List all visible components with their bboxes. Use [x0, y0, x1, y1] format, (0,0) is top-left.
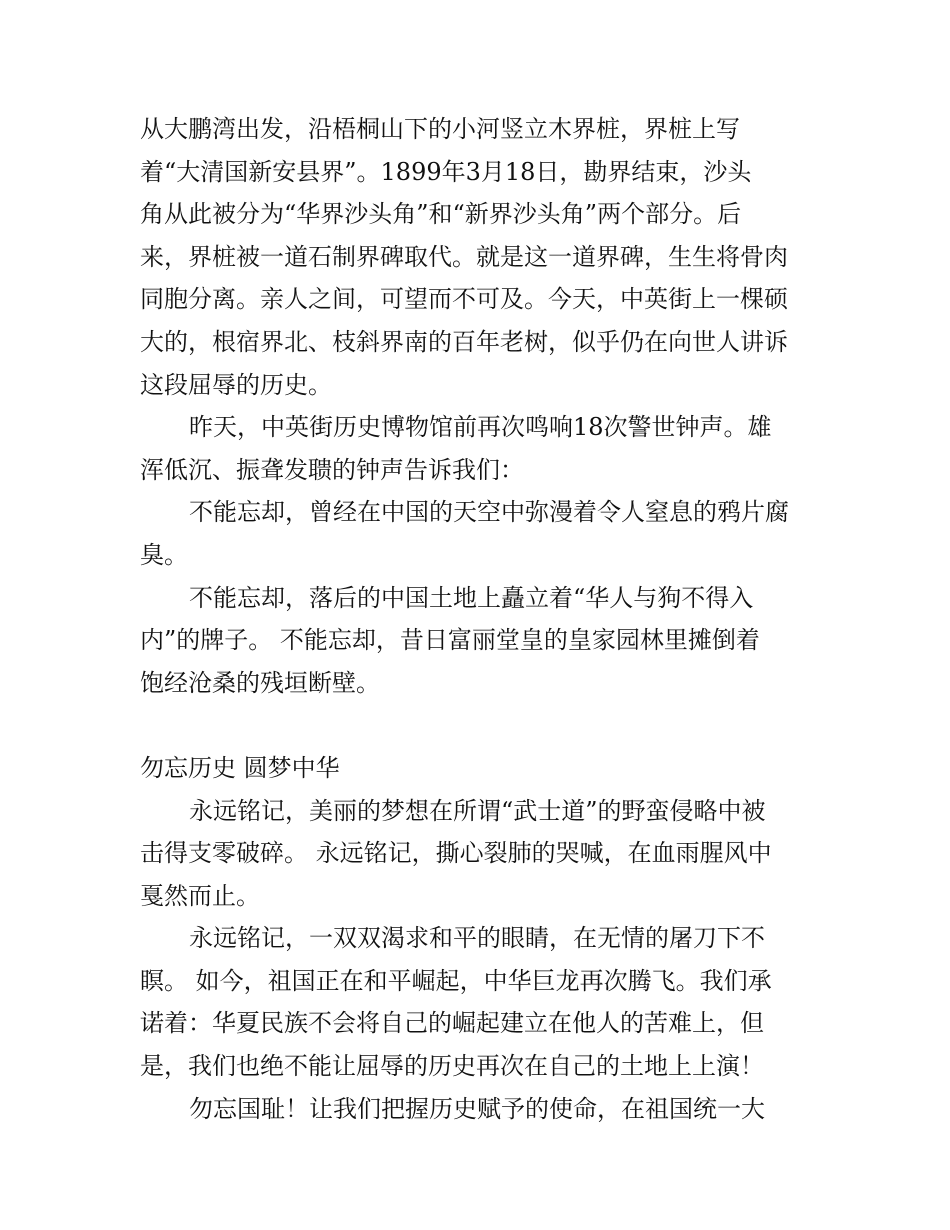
- paragraph-gap: [140, 704, 820, 747]
- text-line: 勿忘国耻！让我们把握历史赋予的使命，在祖国统一大: [189, 1094, 765, 1123]
- text-line: 从大鹏湾出发，沿梧桐山下的小河竖立木界桩，界桩上写: [140, 115, 740, 143]
- text-line: 戛然而止。: [140, 881, 260, 910]
- document-body: [140, 108, 820, 1130]
- text-line: 永远铭记，美丽的梦想在所谓“武士道”的野蛮侵略中被: [189, 796, 766, 825]
- text-line: 内”的牌子。 不能忘却，昔日富丽堂皇的皇家园林里摊倒着: [140, 626, 760, 655]
- section-heading: 勿忘历史 圆梦中华: [140, 753, 340, 782]
- text-line: 臭。: [140, 540, 188, 569]
- text-line: 角从此被分为“华界沙头角”和“新界沙头角”两个部分。后: [140, 200, 742, 229]
- text-line: 瞑。 如今，祖国正在和平崛起，中华巨龙再次腾飞。我们承: [140, 966, 772, 995]
- text-line: 永远铭记，一双双渴求和平的眼睛，在无情的屠刀下不: [189, 924, 765, 953]
- text-line: 浑低沉、振聋发聩的钟声告诉我们：: [140, 455, 524, 484]
- text-line: 不能忘却，曾经在中国的天空中弥漫着令人窒息的鸦片腐: [189, 498, 789, 527]
- text-line: 饱经沧桑的残垣断壁。: [140, 668, 380, 697]
- text-line: 这段屈辱的历史。: [140, 370, 332, 399]
- text-line: 来，界桩被一道石制界碑取代。就是这一道界碑，生生将骨肉: [140, 242, 788, 271]
- text-line: 着“大清国新安县界”。1899年3月18日，勘界结束，沙头: [140, 157, 752, 186]
- text-line: 诺着：华夏民族不会将自己的崛起建立在他人的苦难上，但: [140, 1009, 764, 1038]
- text-line: 击得支零破碎。 永远铭记，撕心裂肺的哭喊，在血雨腥风中: [140, 839, 772, 868]
- text-line: 大的，根宿界北、枝斜界南的百年老树，似乎仍在向世人讲诉: [140, 327, 788, 356]
- text-line: 是，我们也绝不能让屈辱的历史再次在自己的土地上上演！: [140, 1052, 764, 1081]
- text-line: 昨天，中英街历史博物馆前再次鸣响18次警世钟声。雄: [189, 413, 772, 442]
- text-line: 同胞分离。亲人之间，可望而不可及。今天，中英街上一棵硕: [140, 285, 788, 314]
- text-line: 不能忘却，落后的中国土地上矗立着“华人与狗不得入: [189, 583, 754, 612]
